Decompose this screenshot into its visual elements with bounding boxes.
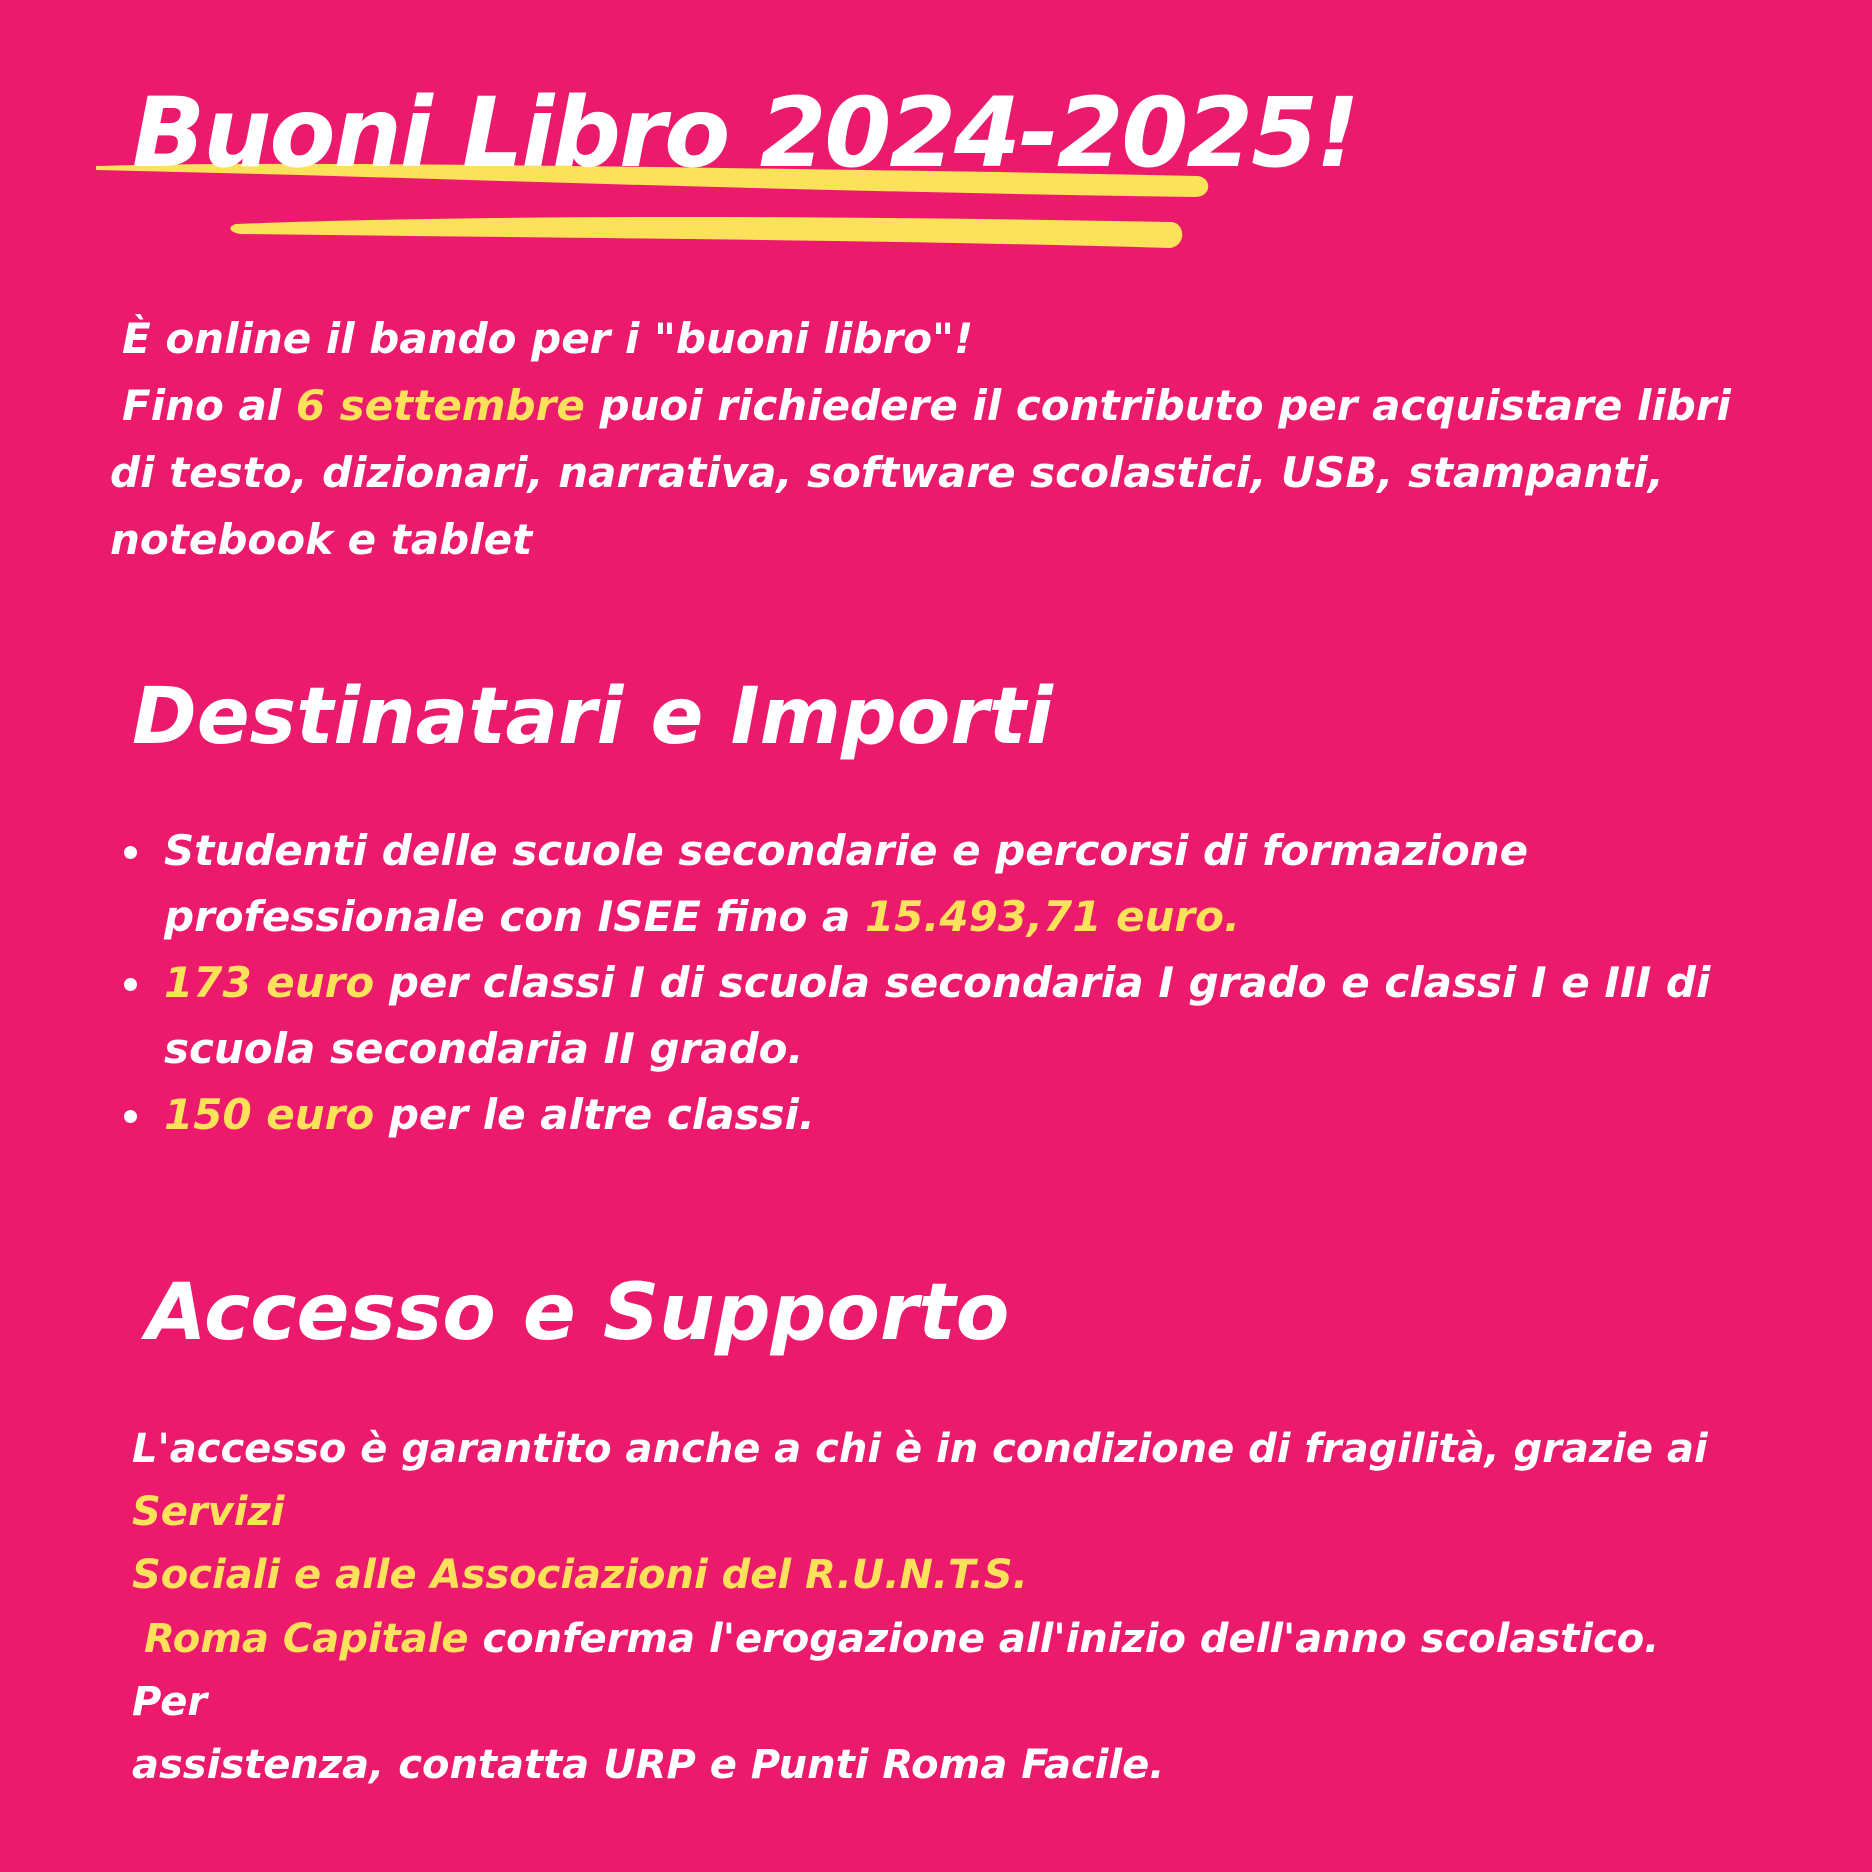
amount-highlight: 173 euro [164,958,375,1007]
list-item [118,1082,1718,1148]
access-heading: Accesso e Supporto [146,1268,1010,1358]
access-text: L'accesso è garantito anche a chi è in condizione di fragilità, grazie ai [132,1426,1708,1472]
list-item [118,950,1718,1082]
recipients-list [118,818,1718,1148]
intro-line-1: È online il bando per i "buoni libro"! [122,314,974,363]
item-text-2: professionale con ISEE fino a [164,892,865,941]
roma-capitale-highlight: Roma Capitale [144,1616,469,1662]
access-paragraph [132,1418,1832,1607]
item-text: per classi I di scuola secondaria I grado e classi I e III di [374,958,1711,1007]
intro-line-2-suffix: puoi richiedere il contributo per acquistare libri [584,381,1731,430]
list-item [118,818,1718,950]
item-text-2: scuola secondaria II grado. [164,1024,804,1073]
roma-text-2: assistenza, contatta URP e Punti Roma Facile. [132,1742,1165,1788]
isee-amount-highlight: 15.493,71 euro. [864,892,1240,941]
bullet-icon [124,1110,137,1123]
roma-text: conferma l'erogazione all'inizio dell'anno scolastico. Per [132,1616,1660,1725]
item-text: Studenti delle scuole secondarie e percorsi di formazione [164,826,1529,875]
page-title: Buoni Libro 2024-2025! [132,77,1358,189]
intro-line-2-prefix: Fino al [122,381,296,430]
recipients-heading: Destinatari e Importi [132,672,1053,762]
bullet-icon [124,978,137,991]
bullet-icon [124,846,137,859]
item-text: per le altre classi. [374,1090,815,1139]
roma-paragraph [132,1608,1732,1797]
services-highlight-2: Sociali e alle Associazioni del R.U.N.T.S. [132,1552,1028,1598]
deadline-highlight: 6 settembre [295,381,585,430]
amount-highlight: 150 euro [164,1090,375,1139]
brush-stroke-lower [230,217,1182,248]
intro-paragraph [110,305,1810,573]
intro-line-3: di testo, dizionari, narrativa, software scolastici, USB, stampanti, [110,448,1664,497]
intro-line-4: notebook e tablet [110,515,533,564]
services-highlight: Servizi [132,1489,285,1535]
intro-line-2 [110,372,1810,439]
